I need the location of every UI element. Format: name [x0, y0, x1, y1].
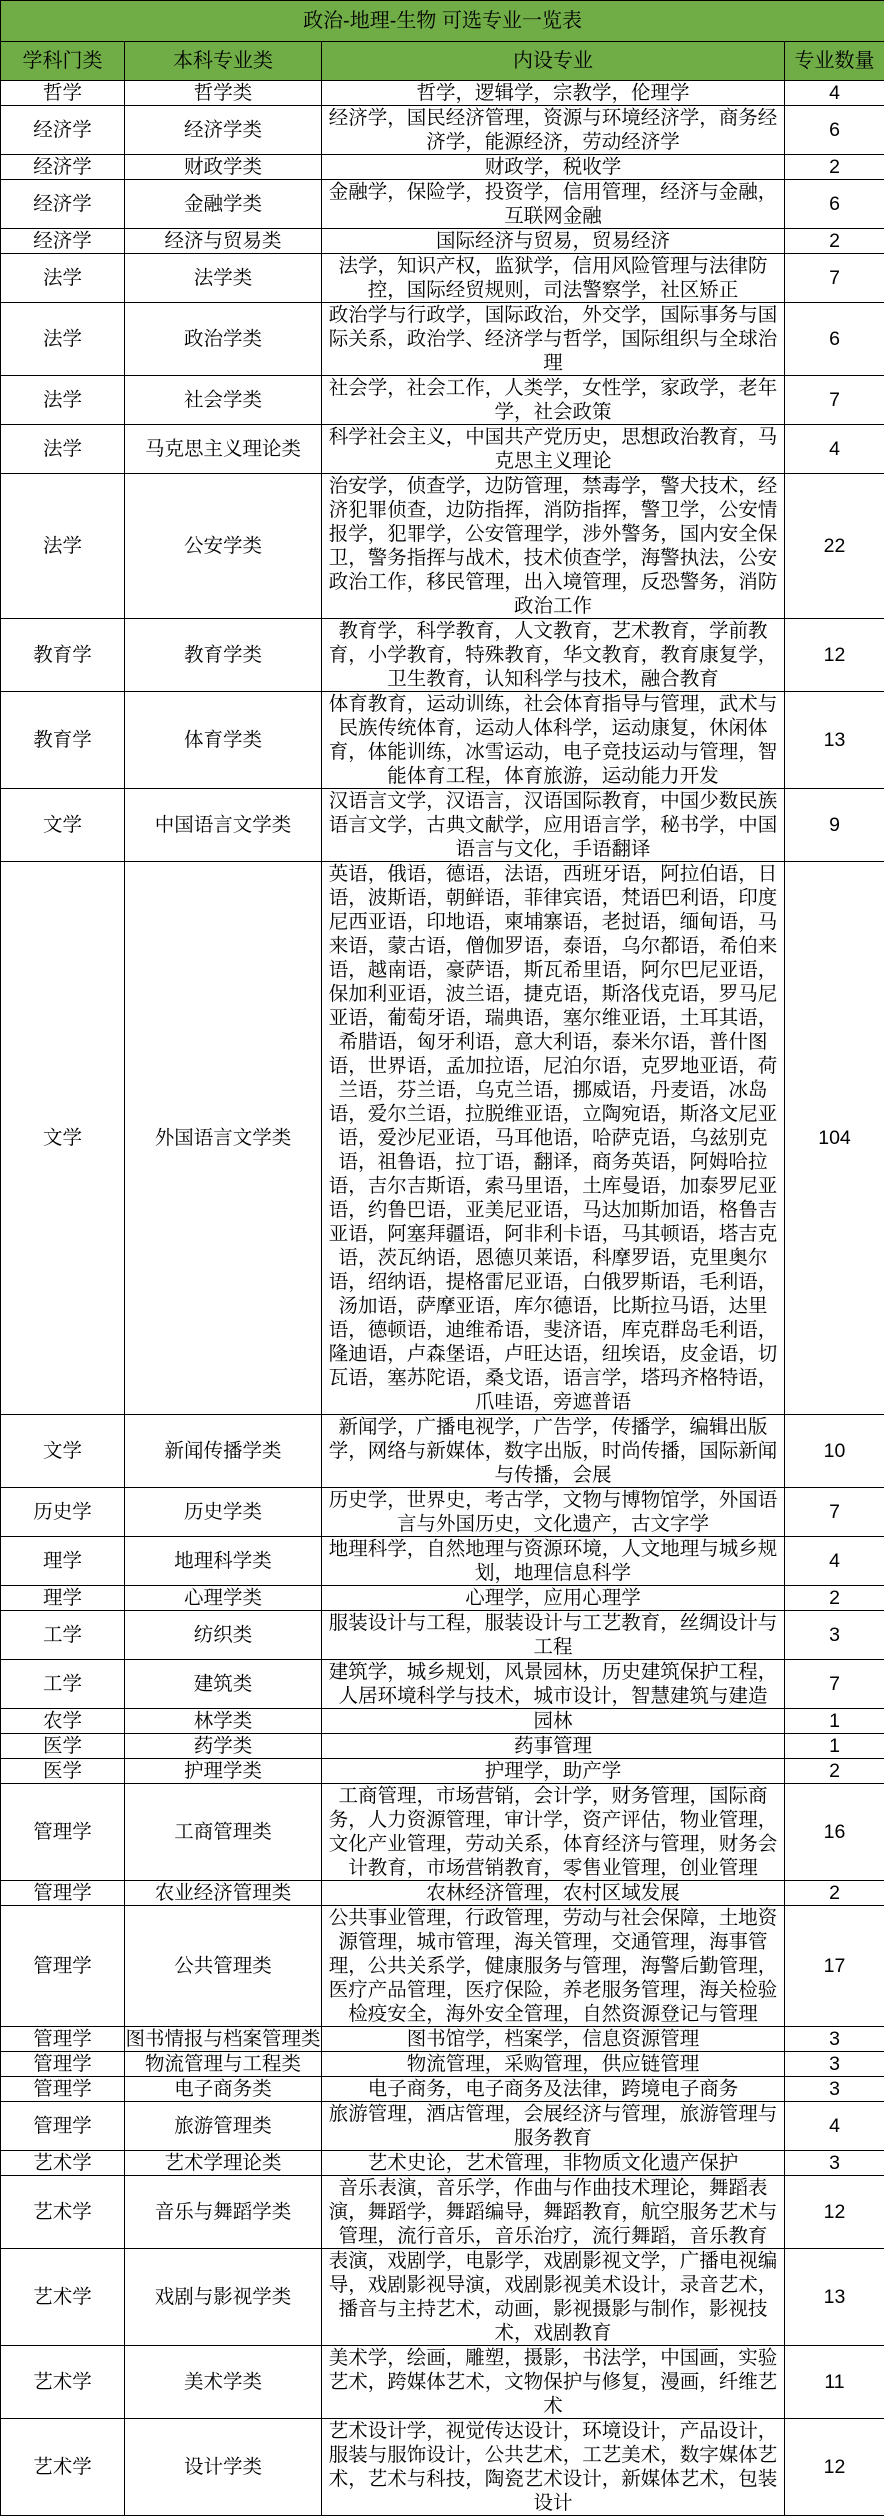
header-major-class: 本科专业类: [125, 42, 322, 81]
discipline-cell: 艺术学: [1, 2249, 125, 2346]
major-count-cell: 6: [785, 303, 884, 376]
major-class-cell: 外国语言文学类: [125, 862, 322, 1415]
table-row: [1, 1660, 884, 1709]
table-row: [1, 1906, 884, 2027]
header-discipline: 学科门类: [1, 42, 125, 81]
major-count-cell: 3: [785, 2052, 884, 2077]
discipline-cell: 医学: [1, 1759, 125, 1784]
discipline-cell: 法学: [1, 425, 125, 474]
majors-content-cell: 建筑学，城乡规划，风景园林，历史建筑保护工程，人居环境科学与技术，城市设计，智慧建筑与建造: [322, 1660, 785, 1709]
majors-content-cell: 药事管理: [322, 1734, 785, 1759]
majors-content-cell: 表演，戏剧学，电影学，戏剧影视文学，广播电视编导，戏剧影视导演，戏剧影视美术设计，录音艺术，播音与主持艺术，动画，影视摄影与制作，影视技术，戏剧教育: [322, 2249, 785, 2346]
major-class-cell: 图书情报与档案管理类: [125, 2027, 322, 2052]
table-row: [1, 2346, 884, 2419]
majors-content-cell: 哲学，逻辑学，宗教学，伦理学: [322, 81, 785, 106]
major-count-cell: 7: [785, 254, 884, 303]
table-row: [1, 180, 884, 229]
table-row: [1, 692, 884, 789]
major-class-cell: 体育学类: [125, 692, 322, 789]
table-row: [1, 2176, 884, 2249]
discipline-cell: 法学: [1, 303, 125, 376]
discipline-cell: 理学: [1, 1537, 125, 1586]
table-row: [1, 1759, 884, 1784]
discipline-cell: 艺术学: [1, 2419, 125, 2516]
table-body: [1, 81, 884, 2516]
table-row: [1, 1537, 884, 1586]
major-count-cell: 13: [785, 2249, 884, 2346]
majors-content-cell: 财政学，税收学: [322, 155, 785, 180]
majors-content-cell: 国际经济与贸易，贸易经济: [322, 229, 785, 254]
header-count: 专业数量: [785, 42, 884, 81]
majors-content-cell: 历史学，世界史，考古学，文物与博物馆学，外国语言与外国历史，文化遗产，古文字学: [322, 1488, 785, 1537]
table-row: [1, 789, 884, 862]
discipline-cell: 历史学: [1, 1488, 125, 1537]
discipline-cell: 法学: [1, 474, 125, 619]
discipline-cell: 法学: [1, 254, 125, 303]
discipline-cell: 艺术学: [1, 2151, 125, 2176]
majors-content-cell: 英语，俄语，德语，法语，西班牙语，阿拉伯语，日语，波斯语，朝鲜语，菲律宾语，梵语巴利语，印度尼西亚语，印地语，柬埔寨语，老挝语，缅甸语，马来语，蒙古语，僧伽罗语，泰语，乌尔都语，希伯来语，越南语，豪萨语，斯瓦希里语，阿尔巴尼亚语，保加利亚语，波兰语，捷克语，斯洛伐克语，罗马尼亚语，葡萄牙语，瑞典语，塞尔维亚语，土耳其语，希腊语，匈牙利语，意大利语，泰米尔语，普什图语，世界语，孟加拉语，尼泊尔语，克罗地亚语，荷兰语，芬兰语，乌克兰语，挪威语，丹麦语，冰岛语，爱尔兰语，拉脱维亚语，立陶宛语，斯洛文尼亚语，爱沙尼亚语，马耳他语，哈萨克语，乌兹别克语，祖鲁语，拉丁语，翻译，商务英语，阿姆哈拉语，吉尔吉斯语，索马里语，土库曼语，加泰罗尼亚语，约鲁巴语，亚美尼亚语，马达加斯加语，格鲁吉亚语，阿塞拜疆语，阿非利卡语，马其顿语，塔吉克语，茨瓦纳语，恩德贝莱语，科摩罗语，克里奥尔语，绍纳语，提格雷尼亚语，白俄罗斯语，毛利语，汤加语，萨摩亚语，库尔德语，比斯拉马语，达里语，德顿语，迪维希语，斐济语，库克群岛毛利语，隆迪语，卢森堡语，卢旺达语，纽埃语，皮金语，切瓦语，塞苏陀语，桑戈语，语言学，塔玛齐格特语，爪哇语，旁遮普语: [322, 862, 785, 1415]
majors-content-cell: 公共事业管理，行政管理，劳动与社会保障，土地资源管理，城市管理，海关管理，交通管理，海事管理，公共关系学，健康服务与管理，海警后勤管理，医疗产品管理，医疗保险，养老服务管理，海关检验检疫安全，海外安全管理，自然资源登记与管理: [322, 1906, 785, 2027]
major-class-cell: 美术学类: [125, 2346, 322, 2419]
major-class-cell: 设计学类: [125, 2419, 322, 2516]
discipline-cell: 文学: [1, 789, 125, 862]
majors-content-cell: 美术学，绘画，雕塑，摄影，书法学，中国画，实验艺术，跨媒体艺术，文物保护与修复，漫画，纤维艺术: [322, 2346, 785, 2419]
majors-content-cell: 汉语言文学，汉语言，汉语国际教育，中国少数民族语言文学，古典文献学，应用语言学，秘书学，中国语言与文化，手语翻译: [322, 789, 785, 862]
discipline-cell: 理学: [1, 1586, 125, 1611]
major-class-cell: 法学类: [125, 254, 322, 303]
major-count-cell: 7: [785, 1660, 884, 1709]
major-class-cell: 公共管理类: [125, 1906, 322, 2027]
discipline-cell: 教育学: [1, 619, 125, 692]
table-row: [1, 1784, 884, 1881]
major-class-cell: 哲学类: [125, 81, 322, 106]
major-class-cell: 护理学类: [125, 1759, 322, 1784]
majors-content-cell: 金融学，保险学，投资学，信用管理，经济与金融，互联网金融: [322, 180, 785, 229]
discipline-cell: 经济学: [1, 180, 125, 229]
table-row: [1, 474, 884, 619]
major-class-cell: 艺术学理论类: [125, 2151, 322, 2176]
major-class-cell: 公安学类: [125, 474, 322, 619]
discipline-cell: 文学: [1, 862, 125, 1415]
table-title-row: [1, 1, 884, 42]
majors-content-cell: 法学，知识产权，监狱学，信用风险管理与法律防控，国际经贸规则，司法警察学，社区矫正: [322, 254, 785, 303]
discipline-cell: 管理学: [1, 1906, 125, 2027]
discipline-cell: 医学: [1, 1734, 125, 1759]
majors-content-cell: 教育学，科学教育，人文教育，艺术教育，学前教育，小学教育，特殊教育，华文教育，教育康复学，卫生教育，认知科学与技术，融合教育: [322, 619, 785, 692]
major-count-cell: 17: [785, 1906, 884, 2027]
majors-content-cell: 心理学，应用心理学: [322, 1586, 785, 1611]
major-count-cell: 12: [785, 2176, 884, 2249]
discipline-cell: 艺术学: [1, 2176, 125, 2249]
major-class-cell: 马克思主义理论类: [125, 425, 322, 474]
discipline-cell: 经济学: [1, 106, 125, 155]
major-count-cell: 4: [785, 81, 884, 106]
major-class-cell: 经济与贸易类: [125, 229, 322, 254]
major-class-cell: 工商管理类: [125, 1784, 322, 1881]
discipline-cell: 管理学: [1, 1784, 125, 1881]
table-row: [1, 2419, 884, 2516]
major-class-cell: 政治学类: [125, 303, 322, 376]
major-count-cell: 12: [785, 619, 884, 692]
major-count-cell: 3: [785, 2077, 884, 2102]
majors-content-cell: 艺术设计学，视觉传达设计，环境设计，产品设计，服装与服饰设计，公共艺术，工艺美术，数字媒体艺术，艺术与科技，陶瓷艺术设计，新媒体艺术，包装设计: [322, 2419, 785, 2516]
majors-content-cell: 治安学，侦查学，边防管理，禁毒学，警犬技术，经济犯罪侦查，边防指挥，消防指挥，警卫学，公安情报学，犯罪学，公安管理学，涉外警务，国内安全保卫，警务指挥与战术，技术侦查学，海警执法，公安政治工作，移民管理，出入境管理，反恐警务，消防政治工作: [322, 474, 785, 619]
major-count-cell: 12: [785, 2419, 884, 2516]
majors-content-cell: 护理学，助产学: [322, 1759, 785, 1784]
major-count-cell: 2: [785, 155, 884, 180]
major-class-cell: 电子商务类: [125, 2077, 322, 2102]
major-class-cell: 药学类: [125, 1734, 322, 1759]
majors-content-cell: 科学社会主义，中国共产党历史，思想政治教育，马克思主义理论: [322, 425, 785, 474]
major-count-cell: 2: [785, 1586, 884, 1611]
table-row: [1, 2102, 884, 2151]
majors-content-cell: 艺术史论，艺术管理，非物质文化遗产保护: [322, 2151, 785, 2176]
discipline-cell: 管理学: [1, 2077, 125, 2102]
major-class-cell: 建筑类: [125, 1660, 322, 1709]
discipline-cell: 农学: [1, 1709, 125, 1734]
major-count-cell: 6: [785, 106, 884, 155]
table-row: [1, 1734, 884, 1759]
majors-content-cell: 图书馆学，档案学，信息资源管理: [322, 2027, 785, 2052]
major-class-cell: 中国语言文学类: [125, 789, 322, 862]
major-count-cell: 16: [785, 1784, 884, 1881]
table-row: [1, 106, 884, 155]
major-class-cell: 林学类: [125, 1709, 322, 1734]
table-row: [1, 2077, 884, 2102]
major-count-cell: 3: [785, 2151, 884, 2176]
major-class-cell: 物流管理与工程类: [125, 2052, 322, 2077]
majors-content-cell: 物流管理，采购管理，供应链管理: [322, 2052, 785, 2077]
major-class-cell: 历史学类: [125, 1488, 322, 1537]
discipline-cell: 管理学: [1, 1881, 125, 1906]
majors-content-cell: 工商管理，市场营销，会计学，财务管理，国际商务，人力资源管理，审计学，资产评估，物业管理，文化产业管理，劳动关系，体育经济与管理，财务会计教育，市场营销教育，零售业管理，创业管理: [322, 1784, 785, 1881]
discipline-cell: 工学: [1, 1611, 125, 1660]
major-count-cell: 3: [785, 1611, 884, 1660]
major-class-cell: 心理学类: [125, 1586, 322, 1611]
table-header-row: [1, 42, 884, 81]
major-class-cell: 经济学类: [125, 106, 322, 155]
table-row: [1, 1611, 884, 1660]
major-count-cell: 10: [785, 1415, 884, 1488]
majors-content-cell: 经济学，国民经济管理，资源与环境经济学，商务经济学，能源经济，劳动经济学: [322, 106, 785, 155]
table-row: [1, 229, 884, 254]
table-row: [1, 425, 884, 474]
discipline-cell: 艺术学: [1, 2346, 125, 2419]
discipline-cell: 管理学: [1, 2027, 125, 2052]
major-count-cell: 11: [785, 2346, 884, 2419]
table-title: 政治-地理-生物 可选专业一览表: [1, 1, 884, 42]
major-count-cell: 4: [785, 1537, 884, 1586]
discipline-cell: 管理学: [1, 2102, 125, 2151]
discipline-cell: 管理学: [1, 2052, 125, 2077]
major-count-cell: 2: [785, 229, 884, 254]
major-class-cell: 音乐与舞蹈学类: [125, 2176, 322, 2249]
header-majors: 内设专业: [322, 42, 785, 81]
table-row: [1, 2249, 884, 2346]
major-count-cell: 3: [785, 2027, 884, 2052]
majors-content-cell: 社会学，社会工作，人类学，女性学，家政学，老年学，社会政策: [322, 376, 785, 425]
major-class-cell: 新闻传播学类: [125, 1415, 322, 1488]
table-row: [1, 303, 884, 376]
table-row: [1, 2052, 884, 2077]
major-count-cell: 4: [785, 425, 884, 474]
major-class-cell: 农业经济管理类: [125, 1881, 322, 1906]
discipline-cell: 经济学: [1, 155, 125, 180]
major-count-cell: 104: [785, 862, 884, 1415]
majors-content-cell: 旅游管理，酒店管理，会展经济与管理，旅游管理与服务教育: [322, 2102, 785, 2151]
table-row: [1, 81, 884, 106]
table-row: [1, 1881, 884, 1906]
table-row: [1, 2151, 884, 2176]
major-class-cell: 教育学类: [125, 619, 322, 692]
table-row: [1, 1709, 884, 1734]
table-row: [1, 1586, 884, 1611]
major-count-cell: 9: [785, 789, 884, 862]
table-row: [1, 155, 884, 180]
major-count-cell: 2: [785, 1881, 884, 1906]
major-class-cell: 财政学类: [125, 155, 322, 180]
major-count-cell: 7: [785, 376, 884, 425]
major-class-cell: 地理科学类: [125, 1537, 322, 1586]
discipline-cell: 哲学: [1, 81, 125, 106]
table-row: [1, 1415, 884, 1488]
table-row: [1, 862, 884, 1415]
majors-content-cell: 服装设计与工程，服装设计与工艺教育，丝绸设计与工程: [322, 1611, 785, 1660]
majors-content-cell: 体育教育，运动训练，社会体育指导与管理，武术与民族传统体育，运动人体科学，运动康复，休闲体育，体能训练，冰雪运动，电子竞技运动与管理，智能体育工程，体育旅游，运动能力开发: [322, 692, 785, 789]
majors-content-cell: 农林经济管理，农村区域发展: [322, 1881, 785, 1906]
table-row: [1, 2027, 884, 2052]
majors-content-cell: 音乐表演，音乐学，作曲与作曲技术理论，舞蹈表演，舞蹈学，舞蹈编导，舞蹈教育，航空服务艺术与管理，流行音乐，音乐治疗，流行舞蹈，音乐教育: [322, 2176, 785, 2249]
majors-content-cell: 电子商务，电子商务及法律，跨境电子商务: [322, 2077, 785, 2102]
major-count-cell: 13: [785, 692, 884, 789]
major-class-cell: 戏剧与影视学类: [125, 2249, 322, 2346]
major-class-cell: 纺织类: [125, 1611, 322, 1660]
major-count-cell: 22: [785, 474, 884, 619]
table-row: [1, 619, 884, 692]
majors-content-cell: 政治学与行政学，国际政治，外交学，国际事务与国际关系，政治学、经济学与哲学，国际组织与全球治理: [322, 303, 785, 376]
major-class-cell: 旅游管理类: [125, 2102, 322, 2151]
major-count-cell: 6: [785, 180, 884, 229]
majors-content-cell: 地理科学，自然地理与资源环境，人文地理与城乡规划，地理信息科学: [322, 1537, 785, 1586]
discipline-cell: 法学: [1, 376, 125, 425]
table-row: [1, 1488, 884, 1537]
majors-content-cell: 新闻学，广播电视学，广告学，传播学，编辑出版学，网络与新媒体，数字出版，时尚传播，国际新闻与传播，会展: [322, 1415, 785, 1488]
major-class-cell: 金融学类: [125, 180, 322, 229]
discipline-cell: 工学: [1, 1660, 125, 1709]
major-count-cell: 2: [785, 1759, 884, 1784]
discipline-cell: 文学: [1, 1415, 125, 1488]
discipline-cell: 经济学: [1, 229, 125, 254]
major-class-cell: 社会学类: [125, 376, 322, 425]
major-count-cell: 1: [785, 1709, 884, 1734]
major-count-cell: 4: [785, 2102, 884, 2151]
table-row: [1, 376, 884, 425]
table-row: [1, 254, 884, 303]
major-count-cell: 7: [785, 1488, 884, 1537]
discipline-cell: 教育学: [1, 692, 125, 789]
major-count-cell: 1: [785, 1734, 884, 1759]
majors-content-cell: 园林: [322, 1709, 785, 1734]
